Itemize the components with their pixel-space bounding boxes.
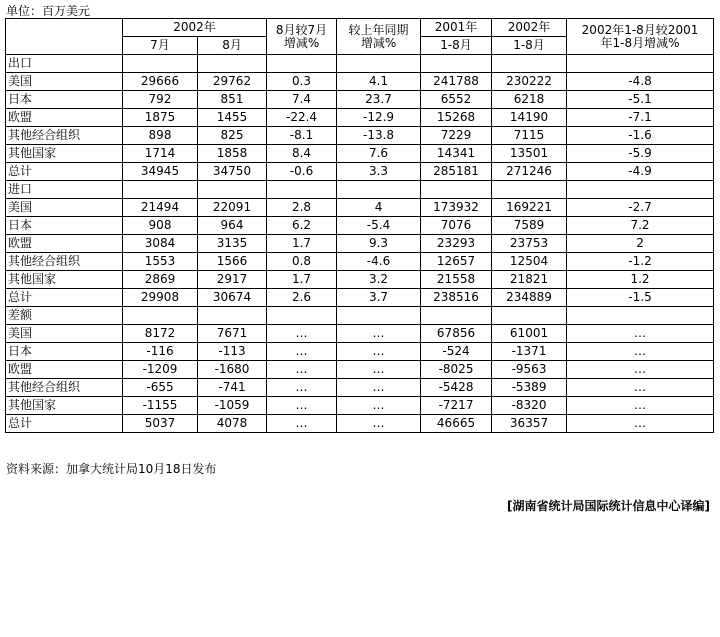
- cell-mom: 0.3: [267, 73, 337, 91]
- cell-y2001: -524: [421, 343, 492, 361]
- row-label: 欧盟: [6, 361, 123, 379]
- cell-mom: 2.6: [267, 289, 337, 307]
- cell-mom: 1.7: [267, 235, 337, 253]
- header-mom: [267, 19, 337, 55]
- cell-mom: 6.2: [267, 217, 337, 235]
- cell-y2001: 21558: [421, 271, 492, 289]
- table-row: [6, 271, 714, 289]
- cell-cum: -7.1: [567, 109, 714, 127]
- cell-cum: -2.7: [567, 199, 714, 217]
- credit-note: [湖南省统计局国际统计信息中心译编]: [507, 499, 710, 513]
- row-label: 总计: [6, 415, 123, 433]
- row-label: 日本: [6, 91, 123, 109]
- cell-jul: 2869: [123, 271, 198, 289]
- cell-y2002: -5389: [492, 379, 567, 397]
- cell-y2001: 23293: [421, 235, 492, 253]
- cell-y2002: 61001: [492, 325, 567, 343]
- empty-cell: [123, 55, 198, 73]
- cell-yoy: 23.7: [337, 91, 421, 109]
- header-blank: [6, 19, 123, 55]
- cell-y2002: 271246: [492, 163, 567, 181]
- cell-cum: -4.8: [567, 73, 714, 91]
- section-title: 进口: [6, 181, 123, 199]
- section-header-row: [6, 181, 714, 199]
- row-label: 其他国家: [6, 145, 123, 163]
- cell-mom: 1.7: [267, 271, 337, 289]
- cell-yoy: 4: [337, 199, 421, 217]
- table-header: [6, 19, 714, 55]
- cell-jul: -655: [123, 379, 198, 397]
- trade-table: [5, 18, 714, 433]
- cell-y2001: 285181: [421, 163, 492, 181]
- cell-cum: -5.1: [567, 91, 714, 109]
- cell-aug: 3135: [198, 235, 267, 253]
- cell-y2002: 230222: [492, 73, 567, 91]
- section-header-row: [6, 55, 714, 73]
- cell-cum: …: [567, 325, 714, 343]
- header-aug: 8月: [198, 37, 267, 55]
- cell-mom: -22.4: [267, 109, 337, 127]
- cell-yoy: -4.6: [337, 253, 421, 271]
- empty-cell: [198, 181, 267, 199]
- cell-cum: -4.9: [567, 163, 714, 181]
- table-row: [6, 361, 714, 379]
- cell-jul: 8172: [123, 325, 198, 343]
- cell-aug: 825: [198, 127, 267, 145]
- cell-mom: …: [267, 325, 337, 343]
- cell-y2001: -5428: [421, 379, 492, 397]
- header-cum: [567, 19, 714, 55]
- cell-y2001: 7076: [421, 217, 492, 235]
- cell-cum: …: [567, 415, 714, 433]
- row-label: 其他经合组织: [6, 253, 123, 271]
- cell-y2002: 21821: [492, 271, 567, 289]
- cell-cum: …: [567, 397, 714, 415]
- cell-jul: 898: [123, 127, 198, 145]
- cell-jul: 908: [123, 217, 198, 235]
- empty-cell: [198, 55, 267, 73]
- cell-jul: 1714: [123, 145, 198, 163]
- cell-jul: 3084: [123, 235, 198, 253]
- table-row: [6, 379, 714, 397]
- empty-cell: [337, 181, 421, 199]
- cell-cum: 7.2: [567, 217, 714, 235]
- cell-mom: -0.6: [267, 163, 337, 181]
- header-cum-line1: 2002年1-8月较2001: [581, 22, 699, 37]
- header-cum-line2: 年1-8月增减%: [600, 35, 680, 50]
- header-yoy-line2: 增减%: [360, 35, 397, 50]
- cell-mom: …: [267, 415, 337, 433]
- table-row: [6, 73, 714, 91]
- empty-cell: [123, 181, 198, 199]
- cell-yoy: -12.9: [337, 109, 421, 127]
- cell-aug: 1858: [198, 145, 267, 163]
- cell-y2002: 169221: [492, 199, 567, 217]
- header-mom-line2: 增减%: [283, 35, 320, 50]
- cell-yoy: …: [337, 415, 421, 433]
- empty-cell: [267, 181, 337, 199]
- cell-y2001: 173932: [421, 199, 492, 217]
- table-row: [6, 199, 714, 217]
- cell-yoy: 4.1: [337, 73, 421, 91]
- cell-y2001: 67856: [421, 325, 492, 343]
- table-row: [6, 253, 714, 271]
- row-label: 日本: [6, 343, 123, 361]
- cell-y2001: 6552: [421, 91, 492, 109]
- row-label: 美国: [6, 199, 123, 217]
- unit-label: 单位：百万美元: [6, 4, 91, 18]
- cell-aug: 4078: [198, 415, 267, 433]
- cell-cum: …: [567, 343, 714, 361]
- cell-y2002: 7589: [492, 217, 567, 235]
- table-body: [6, 55, 714, 433]
- empty-cell: [492, 181, 567, 199]
- source-note: 资料来源：加拿大统计局10月18日发布: [6, 462, 217, 476]
- cell-y2002: -8320: [492, 397, 567, 415]
- cell-jul: -116: [123, 343, 198, 361]
- cell-mom: 2.8: [267, 199, 337, 217]
- header-2001-range: 1-8月: [421, 37, 492, 55]
- cell-jul: 29666: [123, 73, 198, 91]
- table-row: [6, 289, 714, 307]
- cell-jul: 1553: [123, 253, 198, 271]
- row-label: 其他国家: [6, 397, 123, 415]
- row-label: 美国: [6, 73, 123, 91]
- cell-yoy: 3.3: [337, 163, 421, 181]
- cell-aug: 1455: [198, 109, 267, 127]
- cell-aug: 30674: [198, 289, 267, 307]
- cell-y2002: 6218: [492, 91, 567, 109]
- row-label: 欧盟: [6, 109, 123, 127]
- cell-mom: …: [267, 343, 337, 361]
- cell-aug: 29762: [198, 73, 267, 91]
- cell-yoy: -13.8: [337, 127, 421, 145]
- empty-cell: [337, 307, 421, 325]
- cell-aug: 964: [198, 217, 267, 235]
- cell-cum: 1.2: [567, 271, 714, 289]
- section-title: 差额: [6, 307, 123, 325]
- header-yoy: [337, 19, 421, 55]
- table-row: [6, 127, 714, 145]
- cell-cum: -5.9: [567, 145, 714, 163]
- header-2001: 2001年: [421, 19, 492, 37]
- cell-mom: 0.8: [267, 253, 337, 271]
- cell-mom: 7.4: [267, 91, 337, 109]
- cell-mom: 8.4: [267, 145, 337, 163]
- cell-yoy: …: [337, 379, 421, 397]
- cell-cum: 2: [567, 235, 714, 253]
- cell-y2001: 238516: [421, 289, 492, 307]
- cell-aug: 22091: [198, 199, 267, 217]
- table-row: [6, 217, 714, 235]
- cell-yoy: …: [337, 361, 421, 379]
- cell-y2002: 36357: [492, 415, 567, 433]
- row-label: 其他经合组织: [6, 127, 123, 145]
- table-row: [6, 109, 714, 127]
- header-mom-line1: 8月较7月: [275, 22, 328, 37]
- cell-y2001: 14341: [421, 145, 492, 163]
- cell-jul: 5037: [123, 415, 198, 433]
- empty-cell: [123, 307, 198, 325]
- empty-cell: [337, 55, 421, 73]
- empty-cell: [267, 55, 337, 73]
- cell-yoy: 9.3: [337, 235, 421, 253]
- cell-y2002: 12504: [492, 253, 567, 271]
- empty-cell: [567, 307, 714, 325]
- row-label: 总计: [6, 163, 123, 181]
- cell-cum: …: [567, 361, 714, 379]
- cell-mom: …: [267, 361, 337, 379]
- header-2002: 2002年: [492, 19, 567, 37]
- cell-yoy: …: [337, 325, 421, 343]
- empty-cell: [198, 307, 267, 325]
- cell-aug: -741: [198, 379, 267, 397]
- row-label: 美国: [6, 325, 123, 343]
- cell-y2001: 12657: [421, 253, 492, 271]
- table-row: [6, 325, 714, 343]
- table-row: [6, 343, 714, 361]
- cell-aug: 1566: [198, 253, 267, 271]
- cell-jul: 34945: [123, 163, 198, 181]
- cell-cum: …: [567, 379, 714, 397]
- cell-yoy: 3.2: [337, 271, 421, 289]
- cell-jul: 29908: [123, 289, 198, 307]
- cell-y2002: 13501: [492, 145, 567, 163]
- empty-cell: [492, 307, 567, 325]
- cell-aug: 7671: [198, 325, 267, 343]
- empty-cell: [567, 55, 714, 73]
- header-yoy-line1: 较上年同期: [348, 22, 409, 37]
- cell-jul: -1155: [123, 397, 198, 415]
- header-jul: 7月: [123, 37, 198, 55]
- cell-aug: 851: [198, 91, 267, 109]
- cell-mom: …: [267, 379, 337, 397]
- cell-yoy: -5.4: [337, 217, 421, 235]
- empty-cell: [421, 55, 492, 73]
- section-header-row: [6, 307, 714, 325]
- cell-mom: …: [267, 397, 337, 415]
- cell-yoy: …: [337, 343, 421, 361]
- cell-y2001: 46665: [421, 415, 492, 433]
- cell-aug: -1680: [198, 361, 267, 379]
- cell-y2001: -8025: [421, 361, 492, 379]
- empty-cell: [567, 181, 714, 199]
- cell-yoy: 3.7: [337, 289, 421, 307]
- cell-y2002: 7115: [492, 127, 567, 145]
- cell-jul: -1209: [123, 361, 198, 379]
- row-label: 总计: [6, 289, 123, 307]
- cell-yoy: …: [337, 397, 421, 415]
- empty-cell: [421, 181, 492, 199]
- cell-jul: 1875: [123, 109, 198, 127]
- row-label: 其他国家: [6, 271, 123, 289]
- row-label: 日本: [6, 217, 123, 235]
- empty-cell: [421, 307, 492, 325]
- header-year-2002: 2002年: [123, 19, 267, 37]
- cell-y2001: 7229: [421, 127, 492, 145]
- cell-cum: -1.5: [567, 289, 714, 307]
- cell-y2002: 234889: [492, 289, 567, 307]
- table-row: [6, 145, 714, 163]
- cell-jul: 21494: [123, 199, 198, 217]
- cell-y2002: -1371: [492, 343, 567, 361]
- cell-y2001: -7217: [421, 397, 492, 415]
- cell-y2002: 23753: [492, 235, 567, 253]
- row-label: 其他经合组织: [6, 379, 123, 397]
- cell-y2001: 15268: [421, 109, 492, 127]
- row-label: 欧盟: [6, 235, 123, 253]
- cell-y2002: 14190: [492, 109, 567, 127]
- table-row: [6, 163, 714, 181]
- cell-aug: -1059: [198, 397, 267, 415]
- empty-cell: [267, 307, 337, 325]
- cell-cum: -1.6: [567, 127, 714, 145]
- cell-y2002: -9563: [492, 361, 567, 379]
- empty-cell: [492, 55, 567, 73]
- cell-yoy: 7.6: [337, 145, 421, 163]
- section-title: 出口: [6, 55, 123, 73]
- cell-jul: 792: [123, 91, 198, 109]
- cell-aug: 34750: [198, 163, 267, 181]
- table-row: [6, 415, 714, 433]
- cell-aug: 2917: [198, 271, 267, 289]
- table-row: [6, 397, 714, 415]
- cell-cum: -1.2: [567, 253, 714, 271]
- table-row: [6, 91, 714, 109]
- cell-y2001: 241788: [421, 73, 492, 91]
- cell-mom: -8.1: [267, 127, 337, 145]
- cell-aug: -113: [198, 343, 267, 361]
- header-2002-range: 1-8月: [492, 37, 567, 55]
- table-row: [6, 235, 714, 253]
